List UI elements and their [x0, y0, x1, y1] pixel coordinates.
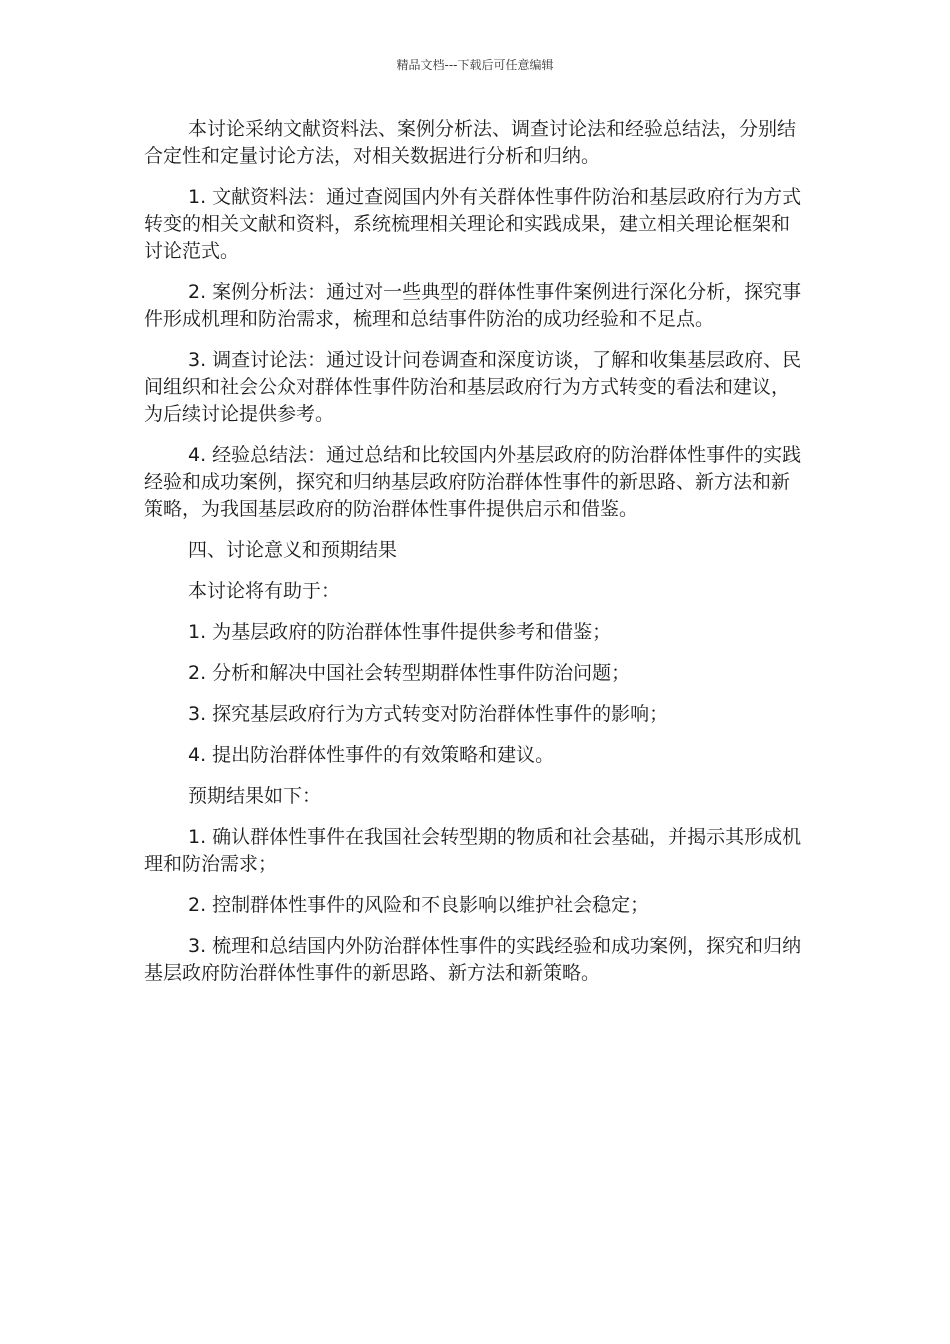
list-item-significance-4: 4. 提出防治群体性事件的有效策略和建议。	[188, 744, 555, 766]
paragraph-intro: 本讨论采纳文献资料法、案例分析法、调查讨论法和经验总结法，分别结合定性和定量讨论方法，对相关数据进行分析和归纳。	[144, 118, 797, 167]
paragraph-helpful-intro: 本讨论将有助于：	[188, 580, 341, 602]
list-item-significance-1: 1. 为基层政府的防治群体性事件提供参考和借鉴；	[188, 621, 612, 643]
list-item-expected-3: 3. 梳理和总结国内外防治群体性事件的实践经验和成功案例，探究和归纳基层政府防治群体性事件的新思路、新方法和新策略。	[144, 935, 802, 984]
paragraph-method-experience: 4. 经验总结法：通过总结和比较国内外基层政府的防治群体性事件的实践经验和成功案例，探究和归纳基层政府防治群体性事件的新思路、新方法和新策略，为我国基层政府的防治群体性事件提供启示和借鉴。	[144, 444, 802, 520]
list-item-significance-3: 3. 探究基层政府行为方式转变对防治群体性事件的影响；	[188, 703, 669, 725]
section-heading-significance: 四、讨论意义和预期结果	[188, 539, 398, 561]
paragraph-method-case-analysis: 2. 案例分析法：通过对一些典型的群体性事件案例进行深化分析，探究事件形成机理和防治需求，梳理和总结事件防治的成功经验和不足点。	[144, 281, 802, 330]
list-item-expected-1: 1. 确认群体性事件在我国社会转型期的物质和社会基础，并揭示其形成机理和防治需求；	[144, 826, 802, 875]
paragraph-expected-intro: 预期结果如下：	[188, 785, 322, 807]
paragraph-method-survey: 3. 调查讨论法：通过设计问卷调查和深度访谈，了解和收集基层政府、民间组织和社会公众对群体性事件防治和基层政府行为方式转变的看法和建议，为后续讨论提供参考。	[144, 349, 802, 425]
list-item-expected-2: 2. 控制群体性事件的风险和不良影响以维护社会稳定；	[188, 894, 650, 916]
paragraph-method-literature: 1. 文献资料法：通过查阅国内外有关群体性事件防治和基层政府行为方式转变的相关文献和资料，系统梳理相关理论和实践成果，建立相关理论框架和讨论范式。	[144, 186, 802, 262]
document-body	[144, 116, 806, 1001]
list-item-significance-2: 2. 分析和解决中国社会转型期群体性事件防治问题；	[188, 662, 631, 684]
page-header: 精品文档---下载后可任意编辑	[396, 58, 554, 72]
